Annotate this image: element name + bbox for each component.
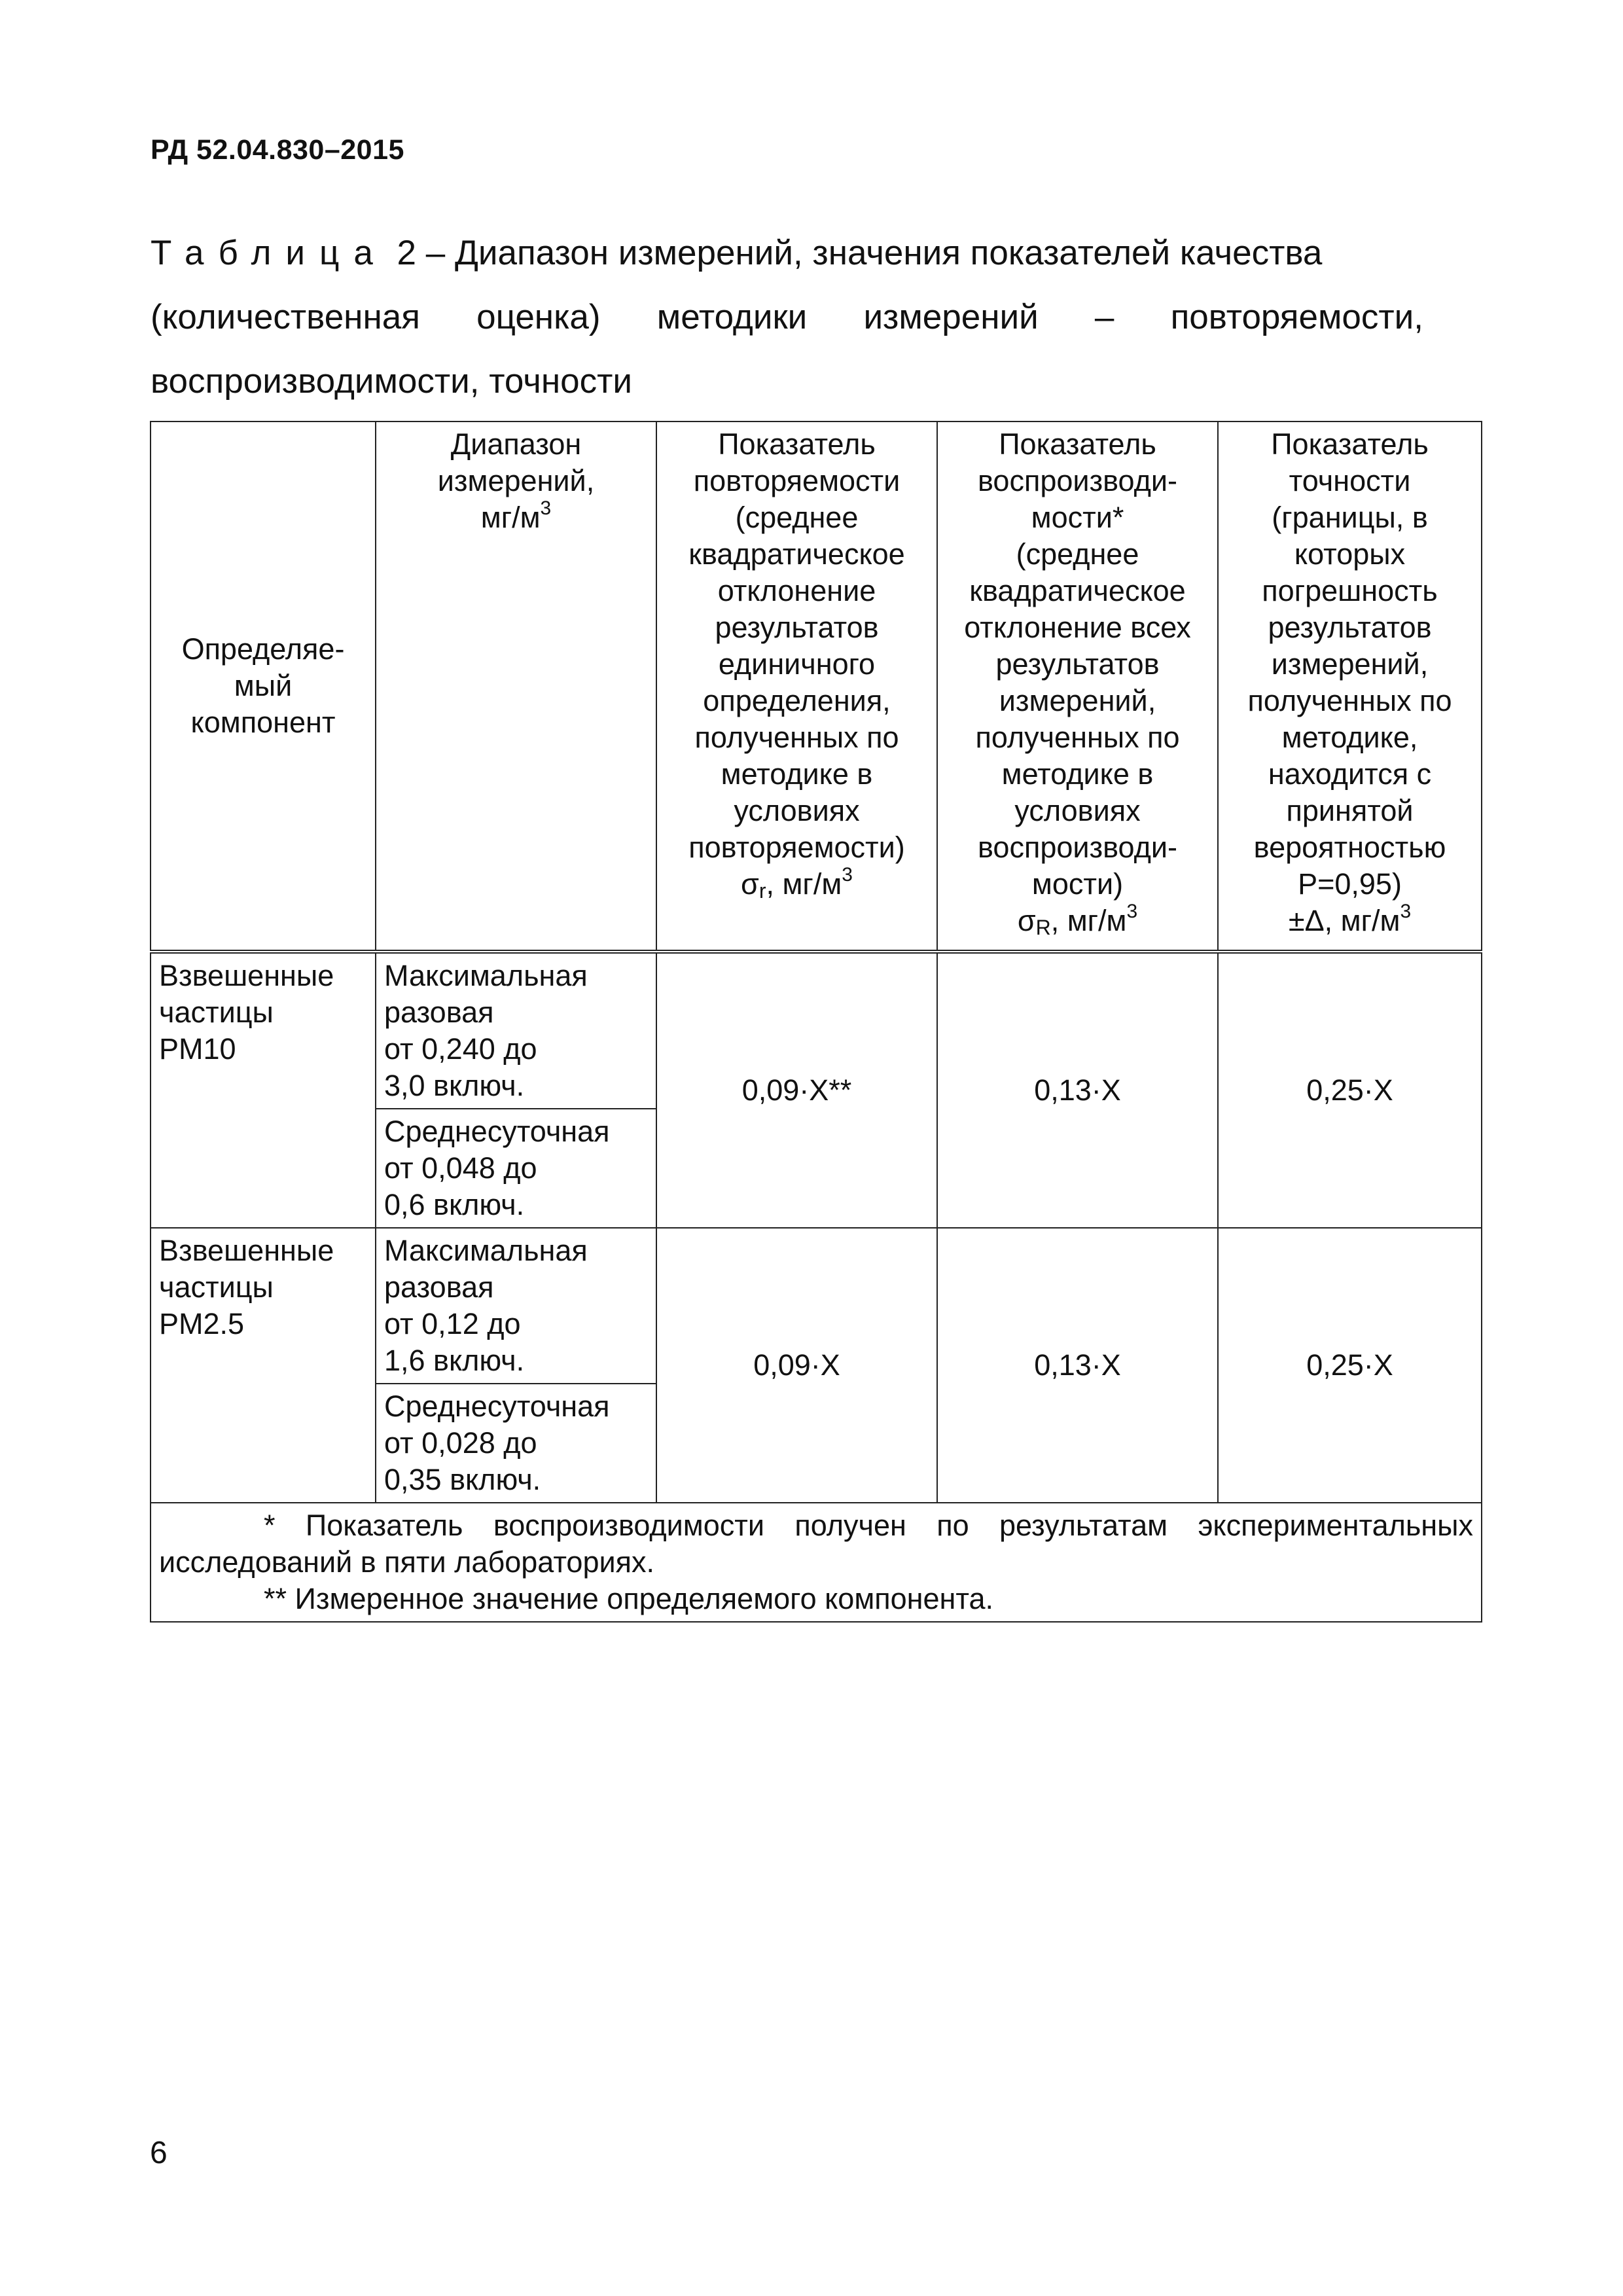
header-accuracy: Показатель точности (границы, в которых погрешность результатов измерений, полученных по методике, находится с принятой вероятностью P=0,95) ±Δ, $мг/м^3$	[1218, 422, 1482, 952]
caption-dash: –	[425, 234, 446, 272]
caption-line-2: (количественная оценка) методики измерений – повторяемости,	[151, 298, 1423, 336]
repeatability-cell: 0,09·X	[656, 1228, 937, 1503]
component-cell: Взвешенные частицы PM10	[151, 952, 376, 1228]
reproducibility-cell: 0,13·X	[937, 952, 1218, 1228]
component-cell: Взвешенные частицы PM2.5	[151, 1228, 376, 1503]
accuracy-cell: 0,25·X	[1218, 952, 1482, 1228]
table-row	[151, 952, 1482, 1109]
table-header-row	[151, 422, 1482, 952]
document-code: РД 52.04.830–2015	[151, 134, 404, 166]
range-daily-cell: Среднесуточная от 0,028 до 0,35 включ.	[376, 1384, 656, 1503]
note-reproducibility: * Показатель воспроизводимости получен по результатам экспериментальных исследований в пяти лабораториях.	[159, 1509, 1473, 1579]
caption-line-1: Диапазон измерений, значения показателей качества	[454, 234, 1323, 272]
accuracy-cell: 0,25·X	[1218, 1228, 1482, 1503]
table-notes-row	[151, 1503, 1482, 1622]
note-measured-value: ** Измеренное значение определяемого компонента.	[264, 1582, 994, 1615]
header-repeatability: Показатель повторяемости (среднее квадратическое отклонение результатов единичного определения, полученных по методике в условиях повторяемости) σr, $мг/м^3$	[656, 422, 937, 952]
caption-label: Таблица	[151, 234, 387, 272]
range-max-cell: Максимальная разовая от 0,12 до 1,6 включ.	[376, 1228, 656, 1384]
header-range: Диапазон измерений, $мг/м^3$	[376, 422, 656, 952]
range-daily-cell: Среднесуточная от 0,048 до 0,6 включ.	[376, 1109, 656, 1228]
table-caption	[151, 221, 1423, 414]
caption-number: 2	[397, 234, 417, 272]
reproducibility-cell: 0,13·X	[937, 1228, 1218, 1503]
table-row	[151, 1228, 1482, 1384]
repeatability-cell: 0,09·X**	[656, 952, 937, 1228]
table-notes	[151, 1503, 1482, 1622]
quality-indicators-table	[150, 421, 1482, 1623]
caption-line-3: воспроизводимости, точности	[151, 362, 632, 401]
header-reproducibility: Показатель воспроизводи- мости* (среднее квадратическое отклонение всех результатов измерений, полученных по методике в условиях воспроизводи- мости) σR, $мг/м^3$	[937, 422, 1218, 952]
range-max-cell: Максимальная разовая от 0,240 до 3,0 включ.	[376, 952, 656, 1109]
page-number: 6	[150, 2136, 168, 2170]
header-component: Определяе- мый компонент	[151, 422, 376, 952]
